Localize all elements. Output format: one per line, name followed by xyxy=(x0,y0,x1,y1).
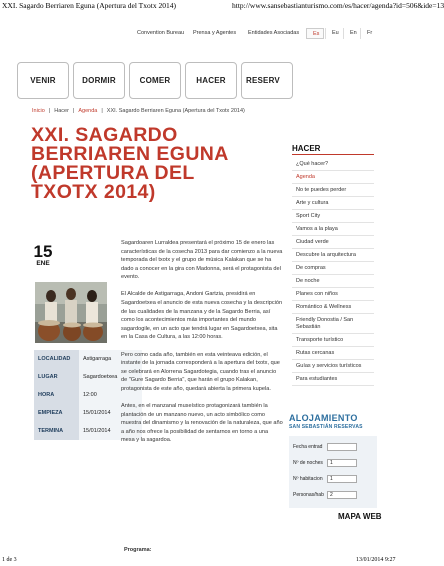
nav-reservas[interactable]: RESERV xyxy=(241,62,293,99)
sidebar-item-guias[interactable]: Guías y servicios turísticos xyxy=(292,360,374,373)
form-row-noches xyxy=(293,458,357,468)
sidebar-item-compras[interactable]: De compras xyxy=(292,262,374,275)
nav-venir[interactable]: VENIR xyxy=(17,62,69,99)
personas-input[interactable]: 2 xyxy=(327,491,357,499)
description-paragraph: Antes, en el manzanal museístico protagonizará también la plantación de un manzano nuevo, un acto simbólico como muestra del dinamismo y la renovación de la naturaleza, que año a año nos ofrece la posibilidad de sentarnos en torno a una mesa y la sagardoa. xyxy=(121,403,283,444)
detail-key: TERMINA xyxy=(34,422,79,440)
sidebar-item-transporte[interactable]: Transporte turístico xyxy=(292,334,374,347)
form-row-habitaciones xyxy=(293,474,357,484)
language-fr[interactable]: Fr xyxy=(360,28,376,39)
event-month: ENE xyxy=(36,260,50,267)
nav-hacer[interactable]: HACER xyxy=(185,62,237,99)
sidebar-item-rutas[interactable]: Rutas cercanas xyxy=(292,347,374,360)
detail-key: LUGAR xyxy=(34,368,79,386)
detail-key: HORA xyxy=(34,386,79,404)
form-row-personas xyxy=(293,490,357,500)
topnav-prensa-agentes[interactable]: Prensa y Agentes xyxy=(193,30,237,36)
sidebar-item-agenda[interactable]: Agenda xyxy=(292,171,374,184)
detail-key: LOCALIDAD xyxy=(34,350,79,368)
fecha-label: Fecha entrad xyxy=(293,444,323,450)
breadcrumb-hacer[interactable]: Hacer xyxy=(54,108,69,114)
print-footer xyxy=(0,557,400,566)
sidebar-item-no-te-puedes-perder[interactable]: No te puedes perder xyxy=(292,184,374,197)
sidebar-item-friendly[interactable]: Friendly Donostia / San Sebastián xyxy=(292,314,374,334)
sidebar-heading: HACER xyxy=(292,144,374,155)
kalakan-band-photo xyxy=(35,282,107,343)
print-page-number: 1 de 3 xyxy=(2,557,17,563)
detail-value: Sagardoetxea xyxy=(79,368,142,386)
alojamiento-widget xyxy=(289,413,379,498)
sidebar-item-ciudad-verde[interactable]: Ciudad verde xyxy=(292,236,374,249)
main-navigation xyxy=(17,62,297,99)
language-eu[interactable]: Eu xyxy=(325,28,343,39)
noches-label: Nº de noches xyxy=(293,460,323,466)
detail-value: 15/01/2014 xyxy=(79,422,142,440)
print-datetime: 13/01/2014 9:27 xyxy=(356,557,396,563)
detail-key: EMPIEZA xyxy=(34,404,79,422)
topnav-convention-bureau[interactable]: Convention Bureau xyxy=(137,30,185,36)
breadcrumb-agenda[interactable]: Agenda xyxy=(78,108,98,114)
reservation-form xyxy=(289,436,377,508)
detail-value: Astigarraga xyxy=(79,350,142,368)
detail-value: 15/01/2014 xyxy=(79,404,142,422)
print-header xyxy=(0,0,444,12)
fecha-entrada-input[interactable] xyxy=(327,443,357,451)
event-photo xyxy=(35,282,107,343)
habitaciones-input[interactable]: 1 xyxy=(327,475,357,483)
print-page-title: XXI. Sagardo Berriaren Eguna (Apertura del Txotx 2014) xyxy=(2,1,176,10)
breadcrumb-inicio[interactable]: Inicio xyxy=(32,108,45,114)
sidebar-item-ninos[interactable]: Planes con niños xyxy=(292,288,374,301)
language-en[interactable]: En xyxy=(343,28,361,39)
personas-label: Personas/hab xyxy=(293,492,324,498)
print-page-url: http://www.sansebastianturismo.com/es/hacer/agenda?id=506&ide=13 xyxy=(232,1,444,10)
breadcrumb-current: XXI. Sagardo Berriaren Eguna (Apertura del Txotx 2014) xyxy=(106,108,245,114)
sidebar-hacer xyxy=(292,144,374,386)
nav-comer[interactable]: COMER xyxy=(129,62,181,99)
event-day: 15 xyxy=(33,242,53,261)
sidebar-item-sport-city[interactable]: Sport City xyxy=(292,210,374,223)
sidebar-item-que-hacer[interactable]: ¿Qué hacer? xyxy=(292,158,374,171)
alojamiento-title: ALOJAMIENTO xyxy=(289,413,358,423)
description-paragraph: Pero como cada año, también en esta veinteava edición, el instante de la jornada corresponderá a la apertura del txotx, que se celebrará en Alorrena Sagardotegia, cuando tras el anuncio de "Gure Sagardo Berria", que harán el grupo Kalakan, protagonista de este año, quedará abierta la primera kupela. xyxy=(121,351,280,392)
alojamiento-subtitle: SAN SEBASTIÁN RESERVAS xyxy=(289,424,363,430)
form-row-fecha xyxy=(293,442,357,452)
description-paragraph: Sagardoaren Lurraldea presentará el próximo 15 de enero las características de la cosecha 2013 para dar comienzo a la nueva temporada del txotx y el grupo de música Kalakan que se ha dado a conocer en la gira con Madonna, será el protagonista del evento. xyxy=(121,240,283,281)
sidebar-item-playa[interactable]: Vamos a la playa xyxy=(292,223,374,236)
nav-dormir[interactable]: DORMIR xyxy=(73,62,125,99)
mapa-web-link[interactable]: MAPA WEB xyxy=(338,512,382,521)
programa-heading: Programa: xyxy=(124,547,152,553)
sidebar-item-noche[interactable]: De noche xyxy=(292,275,374,288)
topnav-entidades-asociadas[interactable]: Entidades Asociadas xyxy=(248,30,300,36)
sidebar-item-romantico[interactable]: Romántico & Wellness xyxy=(292,301,374,314)
sidebar-item-arquitectura[interactable]: Descubre la arquitectura xyxy=(292,249,374,262)
description-paragraph: El Alcalde de Astigarraga, Andoni Gartzia, presidirá en Sagardoetxea el anuncio de esta nueva cosecha y la descripción de las cualidades de la manzana y de la Sagardo Berria, así como los acontecimientos más importantes del mundo sagardogile, en un acto que tendrá lugar en Sagardoetxea, sita en la Casa de Cultura, a las 12:00 horas. xyxy=(121,291,283,341)
noches-input[interactable]: 1 xyxy=(327,459,357,467)
language-es[interactable]: Es xyxy=(306,28,324,39)
habitaciones-label: Nº habitacion xyxy=(293,476,323,482)
breadcrumb: Inicio | Hacer | Agenda | XXI. Sagardo Berriaren Eguna (Apertura del Txotx 2014) xyxy=(32,108,245,114)
page-title: XXI. SAGARDO BERRIAREN EGUNA (APERTURA DEL TXOTX 2014) xyxy=(31,124,229,203)
detail-value: 12:00 xyxy=(79,386,142,404)
sidebar-item-arte-cultura[interactable]: Arte y cultura xyxy=(292,197,374,210)
sidebar-item-estudiantes[interactable]: Para estudiantes xyxy=(292,373,374,386)
event-description xyxy=(121,239,283,453)
event-date xyxy=(30,243,56,267)
